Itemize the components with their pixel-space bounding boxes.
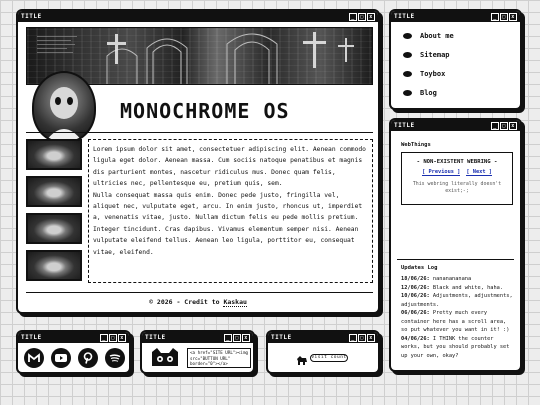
close-button[interactable]: x xyxy=(118,334,126,342)
webring-note: This webring literally doesn't exist;-; xyxy=(412,181,502,194)
webthings-heading: WebThings xyxy=(401,142,431,148)
window-title: TITLE xyxy=(394,13,415,20)
bullet-icon xyxy=(403,90,412,96)
cat-thumbnail[interactable] xyxy=(26,139,82,170)
log-text: Black and white, haha. xyxy=(432,284,504,291)
dog-icon xyxy=(296,351,308,363)
nav-window xyxy=(389,9,522,110)
main-titlebar[interactable] xyxy=(18,11,378,22)
nav-item-label: Sitemap xyxy=(420,51,450,59)
bullet-icon xyxy=(403,71,412,77)
minimize-button[interactable]: _ xyxy=(491,13,499,21)
maximize-button[interactable]: □ xyxy=(358,334,366,342)
minimize-button[interactable]: _ xyxy=(100,334,108,342)
log-text: Adjustments, adjustments, adjustments. xyxy=(401,293,513,308)
site-title: MONOCHROME OS xyxy=(120,99,290,123)
log-date: 12/06/26: xyxy=(401,284,430,291)
webring-titlebar[interactable] xyxy=(391,120,520,131)
minimize-button[interactable]: _ xyxy=(224,334,232,342)
log-date: 10/06/26: xyxy=(401,293,430,299)
content-paragraph: Nulla consequat massa quis enim. Donec pede justo, fringilla vel, aliquet nec, vulputate eget, arcu. In enim justo, rhoncus ut, imperdiet a, venenatis vitae, justo. Nullam dictum felis eu pede mollis pretium. Integer tincidunt. Cras dapibus. Vivamus elementum semper nisi. Aenean vulputate eleifend tellus. Aenean leo ligula, porttitor eu, consequat vitae, eleifend. xyxy=(93,191,363,256)
bullet-icon xyxy=(403,52,412,58)
social-window xyxy=(16,330,131,374)
cat-thumbnail[interactable] xyxy=(26,176,82,207)
log-text: nananananana xyxy=(432,276,472,282)
close-button[interactable]: x xyxy=(509,122,517,130)
log-text: I THINK the counter works, but you should probably set up your own, okay? xyxy=(401,335,510,359)
window-title: TITLE xyxy=(21,13,42,20)
minimize-button[interactable]: _ xyxy=(491,122,499,130)
credit-link[interactable]: Kaskau xyxy=(223,298,247,306)
nav-item-label: About me xyxy=(420,32,454,40)
nav-item-toybox[interactable] xyxy=(403,70,445,78)
log-date: 06/06/26: xyxy=(401,310,430,316)
maximize-button[interactable]: □ xyxy=(109,334,117,342)
divider xyxy=(26,292,373,293)
log-text: Pretty much every container here has a scroll area, so put whatever you want in it! :) xyxy=(401,310,510,333)
cat-thumbnail[interactable] xyxy=(26,213,82,244)
maximize-button[interactable]: □ xyxy=(500,122,508,130)
site-button-cat-icon[interactable] xyxy=(148,348,182,368)
counter-titlebar[interactable] xyxy=(268,332,378,343)
log-entry xyxy=(401,309,514,335)
counter-window xyxy=(266,330,380,374)
footer xyxy=(18,298,378,306)
log-date: 04/06/26: xyxy=(401,335,430,342)
bullet-icon xyxy=(403,33,412,39)
main-window xyxy=(16,9,380,314)
nav-item-about[interactable] xyxy=(403,32,454,40)
updates-heading: Updates Log xyxy=(401,265,438,271)
cat-thumbnail[interactable] xyxy=(26,250,82,281)
log-entry xyxy=(401,292,514,309)
content-scroll-area[interactable] xyxy=(88,139,373,283)
window-title: TITLE xyxy=(145,334,166,341)
log-entry xyxy=(401,275,514,284)
button-titlebar[interactable] xyxy=(142,332,253,343)
button-code-textarea[interactable]: <a href="SITE URL"><img src="BUTTON URL" border="0"></a> xyxy=(187,348,251,368)
webring-box xyxy=(401,152,513,205)
window-title: TITLE xyxy=(271,334,292,341)
visit-counter: visit count xyxy=(311,355,347,360)
pinterest-icon[interactable] xyxy=(78,348,98,368)
updates-log-scroll-area[interactable] xyxy=(401,275,514,360)
nav-item-label: Toybox xyxy=(420,70,446,78)
close-button[interactable]: x xyxy=(242,334,250,342)
webring-name: - NON-EXISTENT WEBRING - xyxy=(416,159,498,165)
close-button[interactable]: x xyxy=(367,334,375,342)
gmail-icon[interactable] xyxy=(24,348,44,368)
webring-previous-link[interactable]: [ Previous ] xyxy=(422,169,461,175)
maximize-button[interactable]: □ xyxy=(358,13,366,21)
spotify-icon[interactable] xyxy=(105,348,125,368)
nav-titlebar[interactable] xyxy=(391,11,520,22)
maximize-button[interactable]: □ xyxy=(500,13,508,21)
window-title: TITLE xyxy=(21,334,42,341)
youtube-icon[interactable] xyxy=(51,348,71,368)
maximize-button[interactable]: □ xyxy=(233,334,241,342)
nav-item-sitemap[interactable] xyxy=(403,51,450,59)
webring-window xyxy=(389,118,522,372)
log-date: 18/06/26: xyxy=(401,276,430,282)
log-entry xyxy=(401,335,514,361)
divider xyxy=(26,132,373,133)
nav-item-label: Blog xyxy=(420,89,437,97)
minimize-button[interactable]: _ xyxy=(349,334,357,342)
social-titlebar[interactable] xyxy=(18,332,129,343)
webring-next-link[interactable]: [ Next ] xyxy=(466,169,492,175)
content-paragraph: Lorem ipsum dolor sit amet, consectetuer adipiscing elit. Aenean commodo ligula eget dolor. Aenean massa. Cum sociis natoque penatibus et magnis dis parturient montes, nascetur ridiculus mus. Donec quam felis, ultricies nec, pellentesque eu, pretium quis, sem. xyxy=(93,146,366,188)
footer-text: © 2026 - Credit to xyxy=(149,298,224,306)
nav-item-blog[interactable] xyxy=(403,89,437,97)
log-entry xyxy=(401,284,514,293)
close-button[interactable]: x xyxy=(367,13,375,21)
site-button-window xyxy=(140,330,255,374)
close-button[interactable]: x xyxy=(509,13,517,21)
minimize-button[interactable]: _ xyxy=(349,13,357,21)
divider xyxy=(397,259,514,260)
window-title: TITLE xyxy=(394,122,415,129)
